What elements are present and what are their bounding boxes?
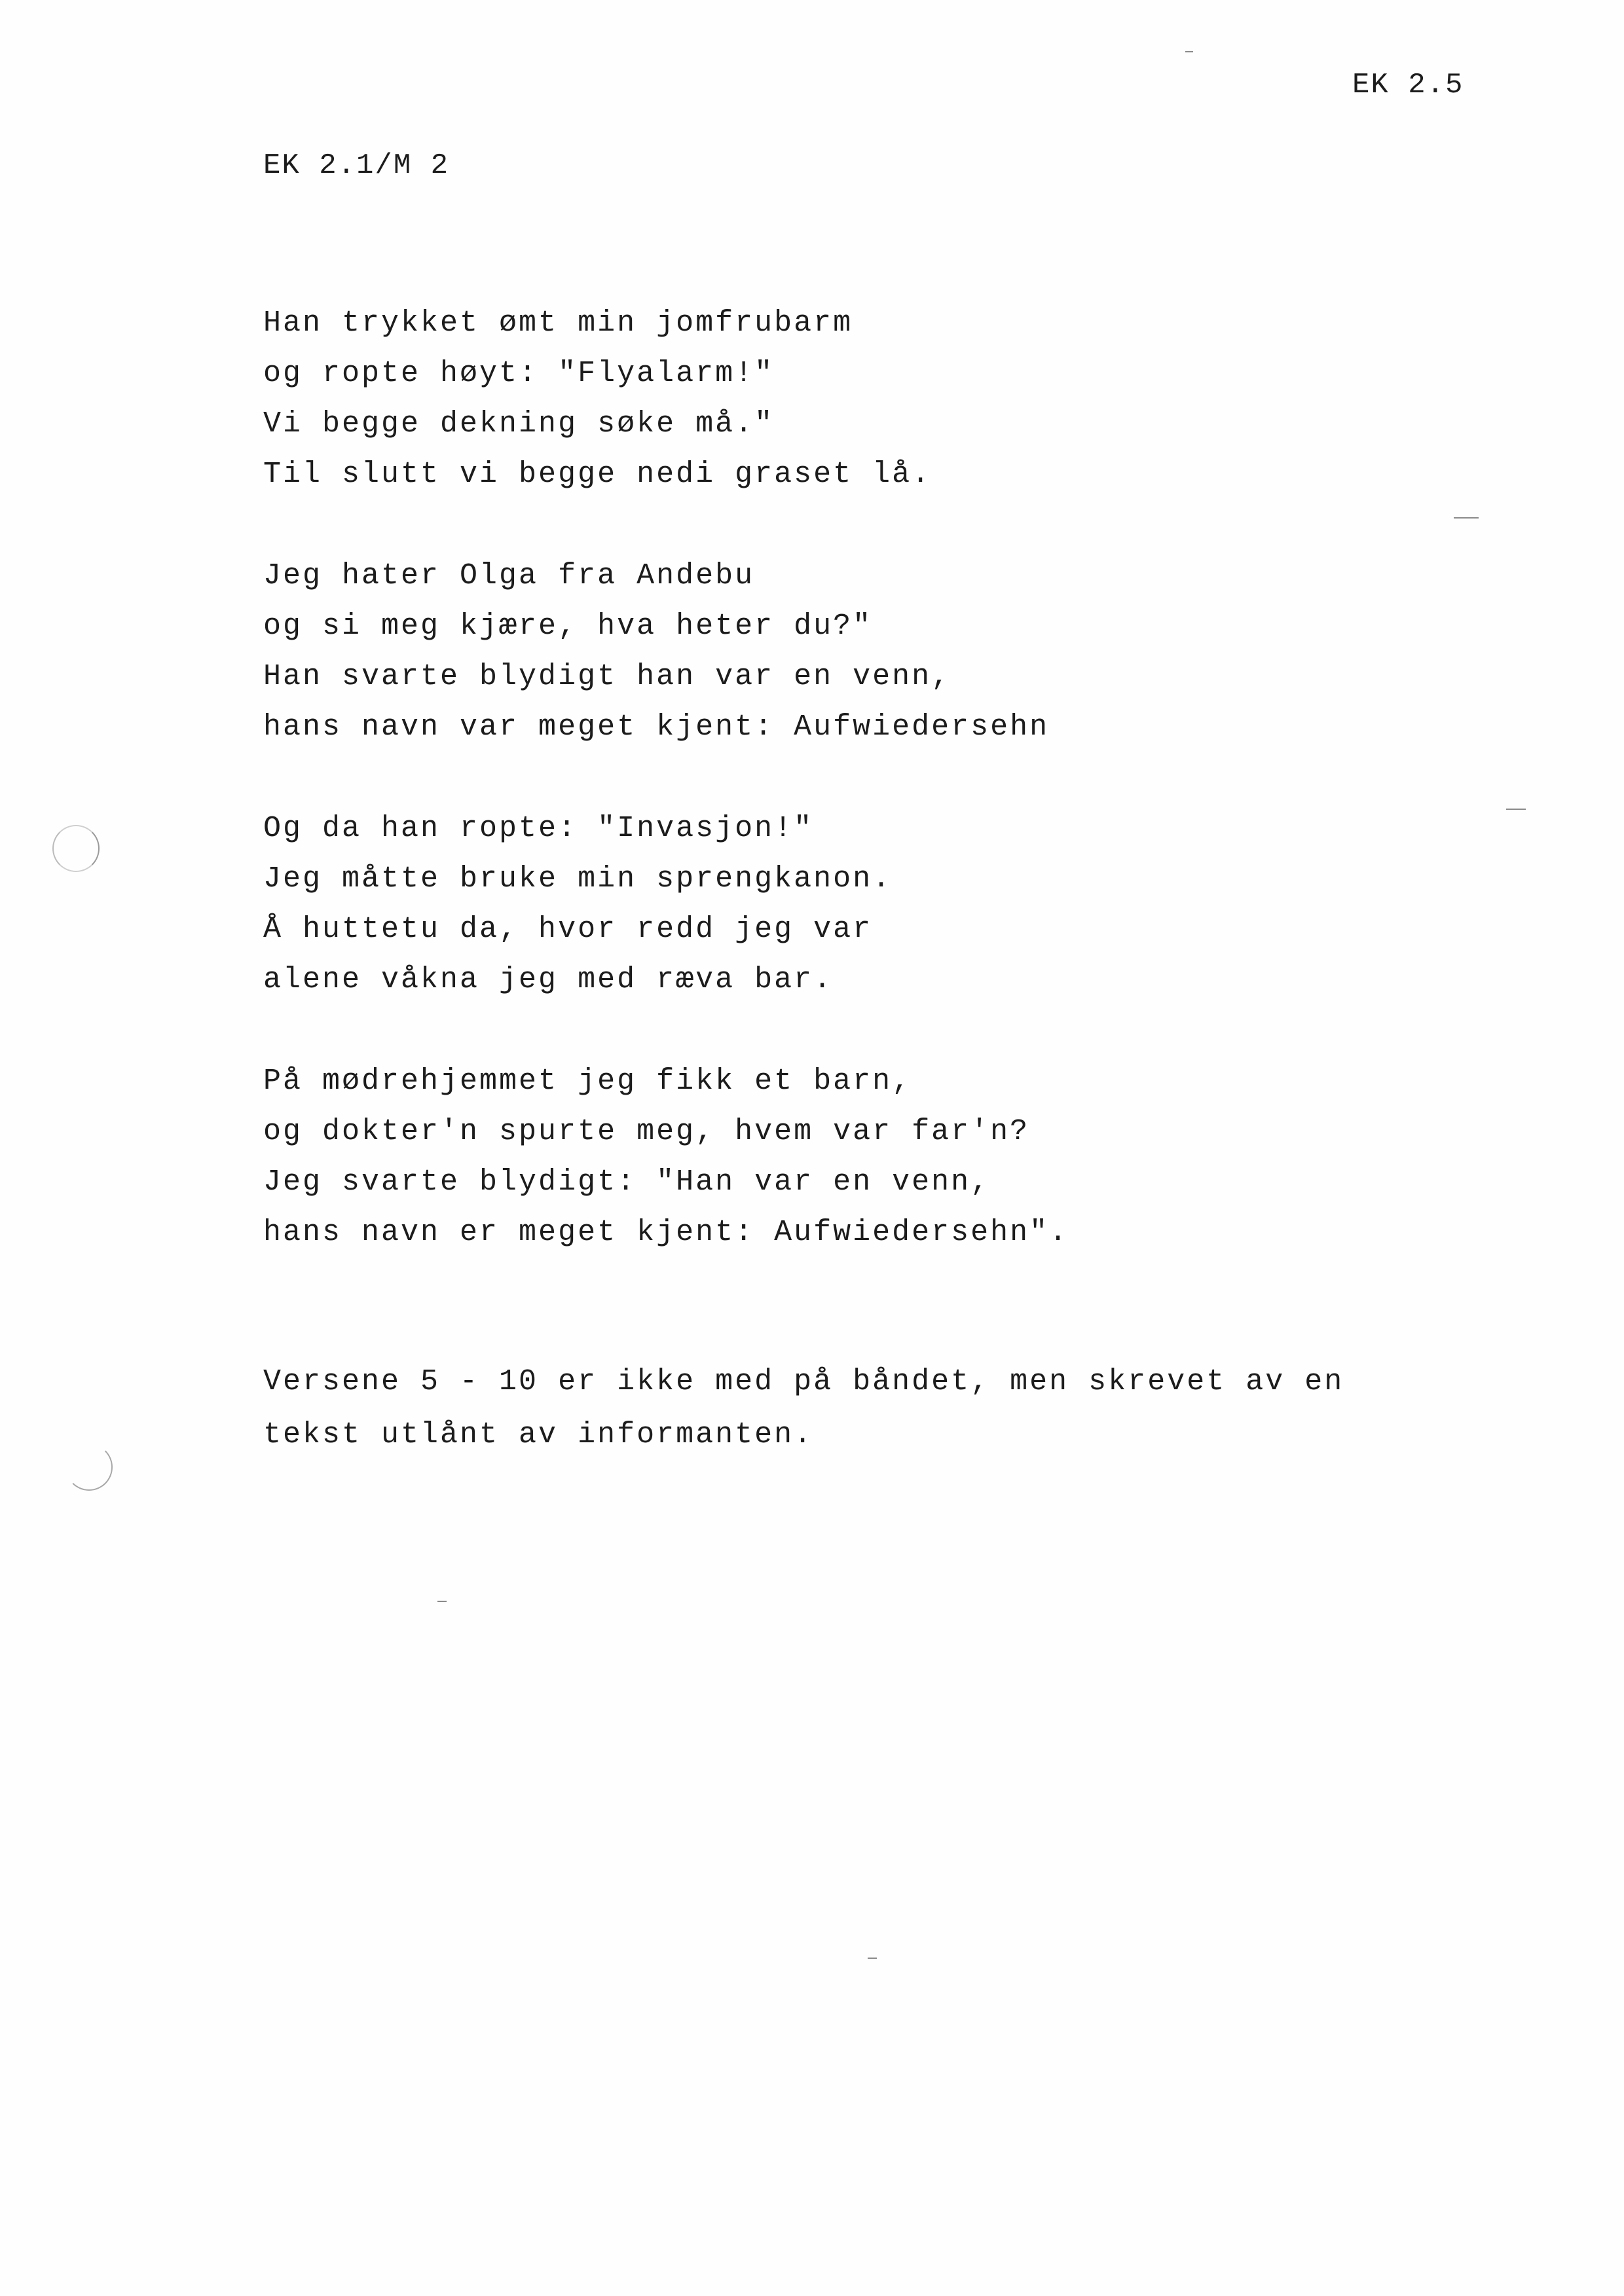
stanza-3	[263, 803, 1507, 1005]
transcription-note	[263, 1355, 1507, 1461]
note-line: tekst utlånt av informanten.	[263, 1418, 814, 1451]
paper-speck	[1454, 517, 1479, 519]
poem-line: Jeg hater Olga fra Andebu	[263, 559, 755, 592]
paper-speck	[437, 1601, 447, 1602]
stanza-2	[263, 551, 1507, 752]
stanza-1	[263, 298, 1507, 500]
poem-line: Og da han ropte: "Invasjon!"	[263, 812, 814, 845]
document-reference: EK 2.1/M 2	[263, 149, 450, 182]
poem-line: og dokter'n spurte meg, hvem var far'n?	[263, 1115, 1030, 1148]
punch-hole	[52, 825, 100, 872]
paper-speck	[1506, 809, 1526, 810]
note-line: Versene 5 - 10 er ikke med på båndet, men skrevet av en	[263, 1365, 1344, 1398]
poem-line: alene våkna jeg med ræva bar.	[263, 963, 834, 996]
poem-text	[263, 298, 1507, 1309]
poem-line: Han svarte blydigt han var en venn,	[263, 660, 951, 693]
poem-line: På mødrehjemmet jeg fikk et barn,	[263, 1065, 912, 1098]
paper-speck	[1185, 51, 1193, 52]
poem-line: og ropte høyt: "Flyalarm!"	[263, 357, 775, 390]
poem-line: Å huttetu da, hvor redd jeg var	[263, 913, 873, 946]
poem-line: hans navn er meget kjent: Aufwiedersehn".	[263, 1216, 1069, 1249]
poem-line: hans navn var meget kjent: Aufwiedersehn	[263, 710, 1050, 744]
poem-line: og si meg kjære, hva heter du?"	[263, 610, 873, 643]
poem-line: Til slutt vi begge nedi graset lå.	[263, 458, 932, 491]
page-reference: EK 2.5	[1352, 69, 1464, 101]
poem-line: Jeg svarte blydigt: "Han var en venn,	[263, 1165, 991, 1199]
stanza-4	[263, 1056, 1507, 1258]
punch-hole	[65, 1444, 113, 1491]
paper-speck	[868, 1958, 877, 1959]
poem-line: Jeg måtte bruke min sprengkanon.	[263, 862, 893, 896]
poem-line: Han trykket ømt min jomfrubarm	[263, 306, 853, 340]
poem-line: Vi begge dekning søke må."	[263, 407, 775, 441]
